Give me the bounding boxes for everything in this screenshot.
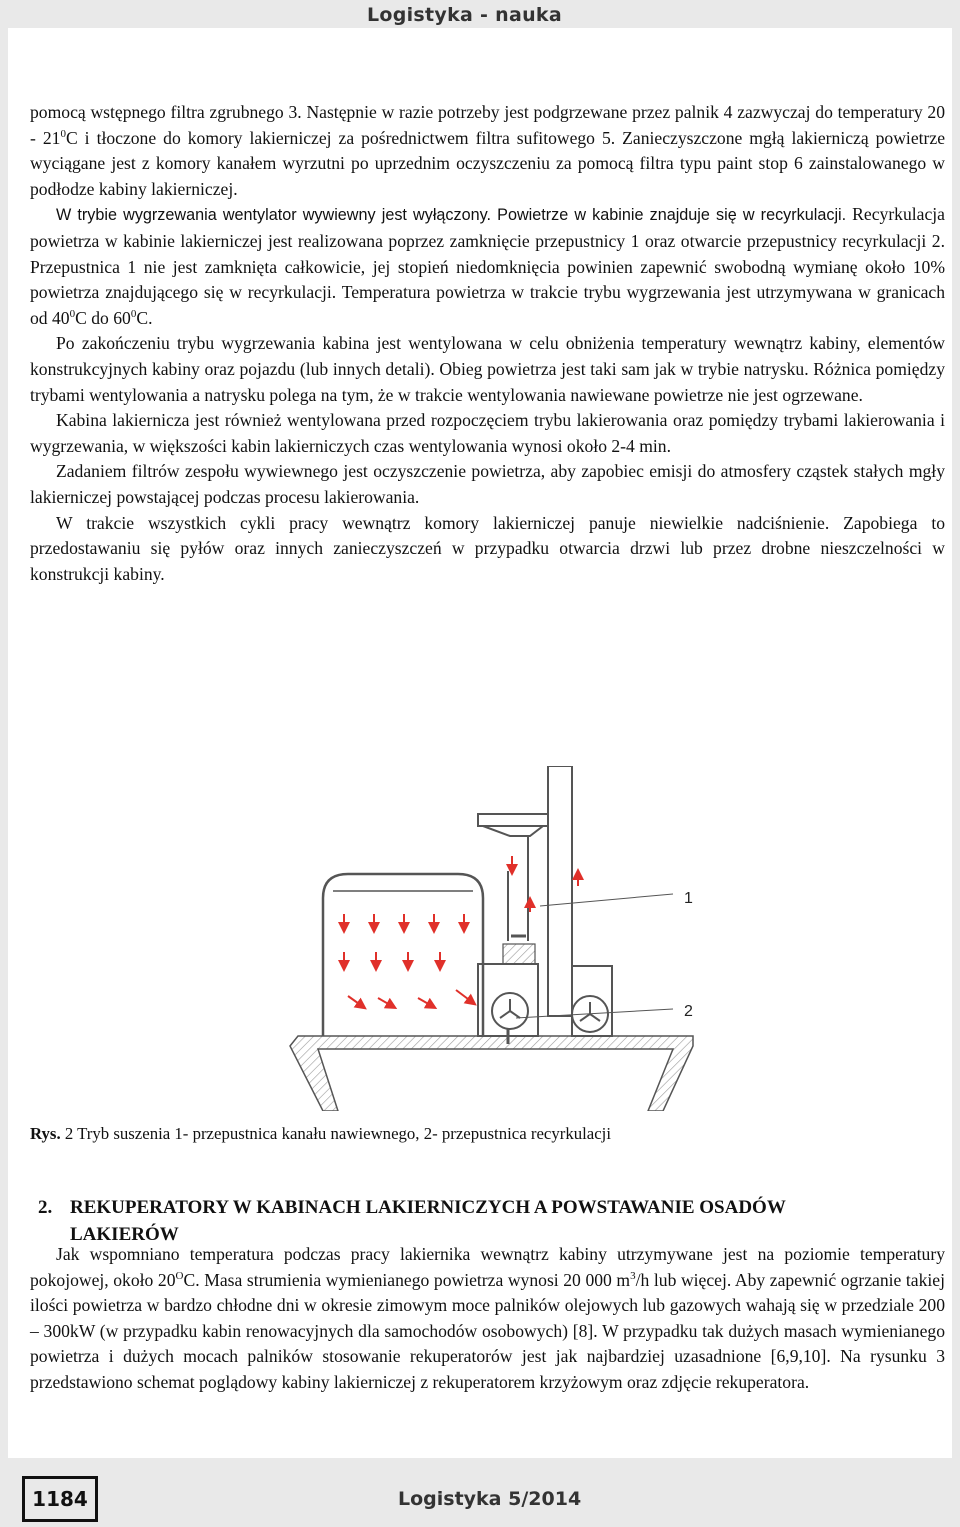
paragraph: Kabina lakiernicza jest również wentylowana przed rozpoczęciem trybu lakierowania oraz pomiędzy trybami lakierowania i wygrzewania, w większości kabin lakierniczych czas wentylowania wynosi około 2-4 min.	[30, 410, 945, 456]
section-heading: 2. REKUPERATORY W KABINACH LAKIERNICZYCH A POWSTAWANIE OSADÓW LAKIERÓW	[38, 1197, 786, 1245]
paragraph: Po zakończeniu trybu wygrzewania kabina jest wentylowana w celu obniżenia temperatury wewnątrz kabiny, elementów konstrukcyjnych kabiny oraz pojazdu (lub innych detali). Obieg powietrza jest taki sam jak w trybie natrysku. Różnica pomiędzy trybami wentylowania a natrysku polega na tym, że w trakcie wentylowania nawiewane powietrze nie jest ogrzewane.	[30, 333, 945, 405]
paragraph: Zadaniem filtrów zespołu wywiewnego jest oczyszczenie powietrza, aby zapobiec emisji do atmosfery cząstek stałych mgły lakierniczej powstającej podczas procesu lakierowania.	[30, 461, 945, 507]
exhaust-duct	[548, 766, 572, 1016]
booth-cabin	[323, 874, 483, 1036]
foundation	[290, 1036, 693, 1111]
page	[8, 28, 952, 1458]
airflow-arrows	[344, 856, 578, 1006]
journal-issue: Logistyka 5/2014	[398, 1488, 582, 1510]
paragraph: W trybie wygrzewania wentylator wywiewny jest wyłączony. Powietrze w kabinie znajduje się w recyrkulacji. Recyrkulacja powietrza w kabinie lakierniczej jest realizowana poprzez zamknięcie przepustnicy 1 oraz otwarcie przepustnicy recyrkulacji 2. Przepustnica 1 nie jest zamknięta całkowicie, jej stopień niedomknięcia powinien zapewnić swobodną wymianę około 10% powietrza znajdującego się w recyrkulacji. Temperatura powietrza w trakcie trybu wygrzewania jest utrzymywana w granicach od $40^0C$ do $60^0C$.	[30, 204, 945, 328]
page-number: 1184	[22, 1476, 98, 1522]
figure-caption: Rys. 2 Tryb suszenia 1- przepustnica kanału nawiewnego, 2- przepustnica recyrkulacji	[30, 1124, 611, 1143]
paragraph: Jak wspomniano temperatura podczas pracy lakiernika wewnątrz kabiny utrzymywane jest na poziomie temperatury pokojowej, około $20^OC$. Masa strumienia wymienianego powietrza wynosi 20 000 $m^3/h$ lub więcej. Aby zapewnić ogrzanie takiej ilości powietrza w bardzo chłodne dni w okresie zimowym moce palników olejowych lub gazowych wahają się w przedziale 200 – 300kW (w przypadku kabin renowacyjnych dla samochodów osobowych) [8]. W przypadku tak dużych masach wymienianego powietrza i dużych mocach palników stosowanie rekuperatorów jest jak najbardziej uzasadnione [6,9,10]. Na rysunku 3 przedstawiono schemat poglądowy kabiny lakierniczej z rekuperatorem krzyżowym oraz zdjęcie rekuperatora.	[30, 1244, 945, 1392]
body-text	[30, 100, 945, 587]
paint-booth-diagram	[278, 766, 718, 1111]
journal-section-title: Logistyka - nauka	[366, 4, 562, 26]
paragraph: pomocą wstępnego filtra zgrubnego 3. Następnie w razie potrzeby jest podgrzewane przez palnik 4 zazwyczaj do temperatury $20 - 21^0C$ i tłoczone do komory lakierniczej za pośrednictwem filtra sufitowego 5. Zanieczyszczone mgłą lakierniczą powietrze wyciągane jest z komory kanałem wyrzutni po uprzednim oczyszczeniu za pomocą filtra typu paint stop 6 zainstalowanego w podłodze kabiny lakierniczej.	[30, 102, 945, 199]
section-body	[30, 1242, 945, 1396]
label-1: 1	[684, 890, 693, 907]
supply-duct	[508, 836, 528, 941]
paragraph: W trakcie wszystkich cykli pracy wewnątrz komory lakierniczej panuje niewielkie nadciśnienie. Zapobiega to przedostawaniu się pyłów oraz innych zanieczyszczeń w przypadku otwarcia drzwi lub przez drobne nieszczelności w konstrukcji kabiny.	[30, 512, 945, 584]
label-2: 2	[684, 1003, 693, 1020]
header-bar	[0, 0, 960, 30]
